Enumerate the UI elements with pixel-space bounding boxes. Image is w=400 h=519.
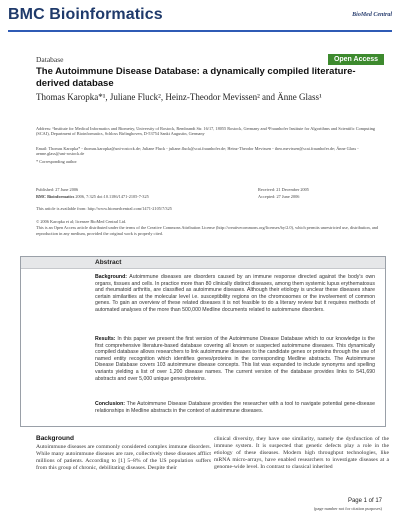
abstract-results [95, 336, 375, 382]
article-url[interactable]: This article is available from: http://www.biomedcentral.com/1471-2105/7/325 [36, 206, 172, 211]
citation-journal: BMC Bioinformatics [36, 193, 75, 199]
publication-info [36, 187, 236, 200]
published-date: Published: 27 June 2006 [36, 187, 79, 192]
page-note: (page number not for citation purposes) [313, 506, 382, 511]
results-label: Results: [95, 336, 116, 342]
received-date: Received: 21 December 2005 [258, 187, 309, 192]
publisher-logo: BioMed Central [352, 12, 392, 18]
masthead [0, 0, 400, 30]
author-emails: Email: Thomas Karopka* - thomas.karopka@uni-rostock.de; Juliane Fluck - juliane.fluck@scai.fraunhofer.de; Heinz-Theodor Mevissen - theo.mevissen@scai.fraunhofer.de; Änne Glass - aenne.glass@uni-rostock.de [36, 146, 359, 157]
header-divider [8, 30, 392, 32]
body-text-right: clinical diversity, they have one similarity, namely the dysfunction of the immune system. It is suspected that genetic defects play a role in the etiology of these diseases. Modern high throughput technologies, like mRNA micro-arrays, have enabled researchers to investigate diseases at a genome-wide level. In contrast to classical inherited [214, 436, 389, 470]
article-title: The Autoimmune Disease Database: a dynamically compiled literature-derived database [36, 66, 356, 89]
background-text: Autoimmune diseases are disorders caused by an immune response directed against the body's own organs, tissues and cells. In practice more than 80 clinically distinct diseases, among them systemic lupus erythematosus and rheumatoid arthritis, are classified as autoimmune diseases. Although their etiology is unclear these diseases share certain similarities at the molecular level i.e. susceptibility regions on the chromosomes or the involvement of common genes. To gain an overview of these related diseases it is not feasible to do a literary review but it requires methods of automated analyses of the more than 500,000 Medline documents related to autoimmune disorders. [95, 274, 375, 313]
abstract-box [20, 256, 386, 427]
dates-info [258, 187, 388, 200]
body-text-left: Autoimmune diseases are commonly considered complex immune disorders. While many autoimmune diseases are rare, collectively these diseases afflict millions of patients. According to [1] 5–8% of the US population suffers from this group of chronic, debilitating diseases. Despite their [36, 443, 212, 471]
background-heading: Background [36, 435, 74, 442]
citation-details: 2006, 7:325 doi:10.1186/1471-2105-7-325 [74, 193, 149, 199]
results-text: In this paper we present the first version of the Autoimmune Disease Database which to our knowledge is the first comprehensive literature-based database covering all known or suspected autoimmune diseases. This dynamically compiled database allows researchers to link autoimmune diseases to the candidate genes or proteins through the use of named entity recognition which identifies genes/proteins in the corresponding Medline abstracts. The Autoimmune Disease Database covers 103 autoimmune disease concepts. This list was expanded to include synonyms and spelling variants yielding a list of over 1,200 disease names. The current version of the database provides links to 541,690 abstracts and over 5,000 unique genes/proteins. [95, 336, 375, 382]
journal-title: BMC Bioinformatics [8, 6, 163, 23]
author-list: Thomas Karopka*¹, Juliane Fluck², Heinz-Theodor Mevissen² and Änne Glass¹ [36, 92, 322, 102]
copyright-line: © 2006 Karopka et al; licensee BioMed Central Ltd. [36, 219, 127, 224]
corresponding-note: * Corresponding author [36, 159, 77, 164]
abstract-conclusion [95, 401, 375, 414]
conclusion-label: Conclusion: [95, 401, 125, 407]
citation [36, 194, 236, 199]
author-address: Address: ¹Institute for Medical Informatics and Biometry, University of Rostock, Rembrandt Str. 16/17, 18055 Rostock, Germany and ²Fraunhofer Institute for Algorithms and Scientific Computing (SCAI), Department of Bioinformatics, Schloss Birlinghoven, D-53754 Sankt Augustin, Germany [36, 126, 376, 137]
abstract-heading: Abstract [21, 257, 385, 269]
background-label: Background: [95, 274, 127, 280]
open-access-badge: Open Access [328, 54, 384, 65]
body-column-left [36, 436, 211, 472]
abstract-background [95, 274, 375, 314]
copyright-block [36, 219, 386, 237]
accepted-date: Accepted: 27 June 2006 [258, 193, 300, 199]
body-column-right [214, 436, 389, 471]
conclusion-text: The Autoimmune Disease Database provides the researcher with a tool to navigate potential gene-disease relationships in Medline abstracts in the context of autoimmune diseases. [95, 401, 375, 414]
article-section: Database [36, 55, 64, 64]
license-text: This is an Open Access article distributed under the terms of the Creative Commons Attribution License (http://creativecommons.org/licenses/by/2.0), which permits unrestricted use, distribution, and reproduction in any medium, provided the original work is properly cited. [36, 225, 379, 236]
page-number: Page 1 of 17 [347, 498, 382, 504]
